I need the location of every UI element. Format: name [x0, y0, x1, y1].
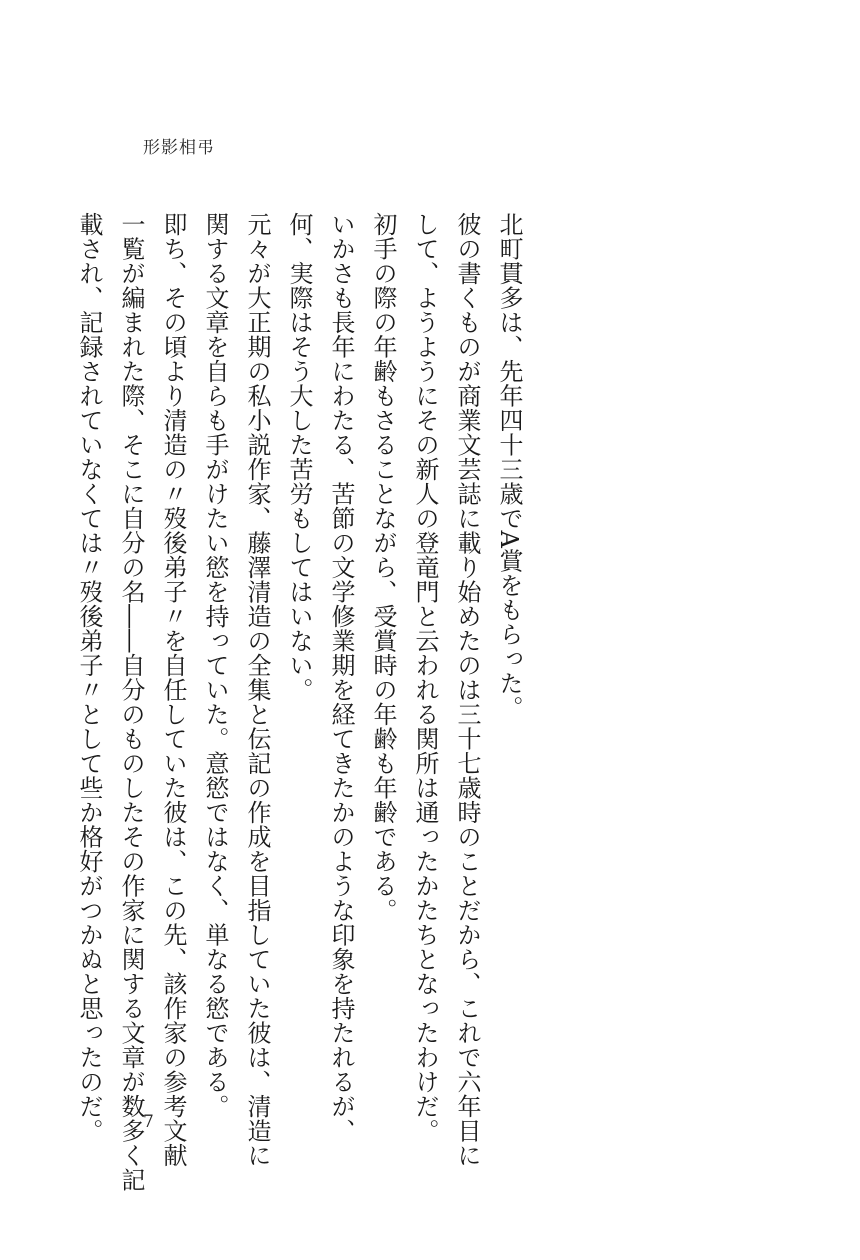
text-line: 何、実際はそう大した苦労もしてはいない。	[285, 212, 313, 702]
text-line: 即ち、その頃より清造の〃歿後弟子〃を自任していた彼は、この先、該作家の参考文献	[159, 212, 187, 1168]
page-number: 7	[143, 1112, 154, 1132]
running-head: 形影相弔	[143, 138, 215, 158]
text-line: 北町貫多は、先年四十三歳でA賞をもらった。	[495, 212, 523, 720]
text-line: 彼の書くものが商業文芸誌に載り始めたのは三十七歳時のことだから、これで六年目に	[453, 212, 481, 1168]
text-line: して、ようようにその新人の登竜門と云われる関所は通ったかたちとなったわけだ。	[411, 212, 439, 1143]
text-line: 一覧が編まれた際、そこに自分の名――自分のものしたその作家に関する文章が数多く記	[117, 212, 145, 1192]
body-text	[75, 212, 530, 1192]
text-line: 元々が大正期の私小説作家、藤澤清造の全集と伝記の作成を目指していた彼は、清造に	[243, 212, 271, 1168]
text-line: 初手の際の年齢もさることながら、受賞時の年齢も年齢である。	[369, 212, 397, 923]
text-line: 載され、記録されていなくては〃歿後弟子〃として些か格好がつかぬと思ったのだ。	[75, 212, 103, 1143]
text-line: 関する文章を自らも手がけたい慾を持っていた。意慾ではなく、単なる慾である。	[201, 212, 229, 1119]
text-line: いかさも長年にわたる、苦節の文学修業期を経てきたかのような印象を持たれるが、	[327, 212, 355, 1143]
